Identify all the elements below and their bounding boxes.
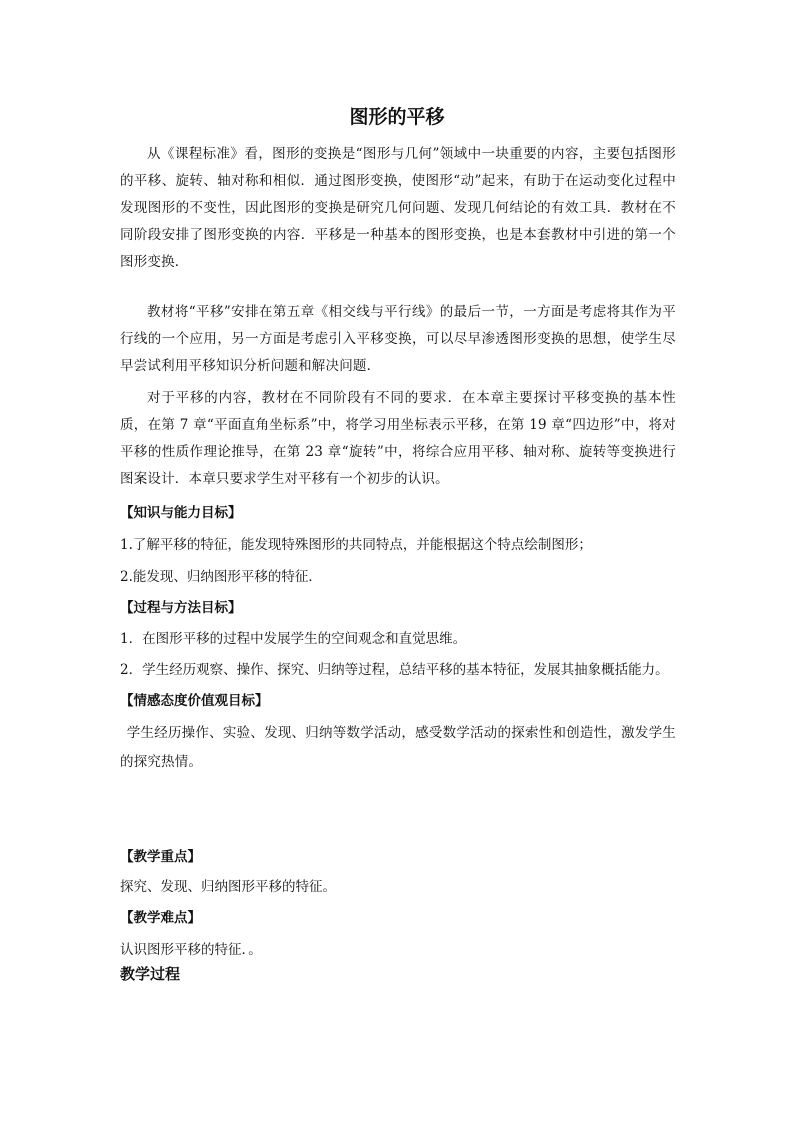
emotion-goal-text: 学生经历操作、实验、发现、归纳等数学活动，感受数学活动的探索性和创造性，激发学生的探究热情。	[120, 725, 676, 770]
knowledge-goals-heading: 【知识与能力目标】	[120, 505, 242, 521]
teaching-process-heading: 教学过程	[120, 965, 181, 983]
intro-paragraph-requirements: 对于平移的内容，教材在不同阶段有不同的要求．在本章主要探讨平移变换的基本性质，在第 7 章“平面直角坐标系”中，将学习用坐标表示平移，在第 19 章“四边形”中，将对平移的性质作理论推导，在第 23 章“旋转”中，将综合应用平移、轴对称、旋转等变换进行图案设计．本章只要求学生对平移有一个初步的认识。	[120, 390, 676, 487]
knowledge-goal-1: 1.了解平移的特征，能发现特殊图形的共同特点，并能根据这个特点绘制图形；	[120, 537, 592, 553]
emotion-goals-heading: 【情感态度价值观目标】	[120, 693, 269, 709]
difficulty-text: 认识图形平移的特征．。	[120, 942, 262, 958]
difficulty-heading: 【教学难点】	[120, 910, 201, 926]
intro-paragraph-standards: 从《课程标准》看，图形的变换是“图形与几何”领域中一块重要的内容，主要包括图形的平移、旋转、轴对称和相似．通过图形变换，使图形“动”起来，有助于在运动变化过程中发现图形的不变性，因此图形的变换是研究几何问题、发现几何结论的有效工具．教材在不同阶段安排了图形变换的内容．平移是一种基本的图形变换，也是本套教材中引进的第一个图形变换．	[120, 146, 676, 270]
process-goals-heading: 【过程与方法目标】	[120, 600, 242, 616]
document-title: 图形的平移	[349, 106, 445, 128]
process-goal-2: 2．学生经历观察、操作、探究、归纳等过程，总结平移的基本特征，发展其抽象概括能力。	[120, 662, 669, 678]
intro-paragraph-placement: 教材将“平移”安排在第五章《相交线与平行线》的最后一节，一方面是考虑将其作为平行线的一个应用，另一方面是考虑引入平移变换，可以尽早渗透图形变换的思想，使学生尽早尝试利用平移知识分析问题和解决问题．	[120, 304, 676, 374]
process-goal-1: 1．在图形平移的过程中发展学生的空间观念和直觉思维。	[120, 631, 467, 647]
key-points-heading: 【教学重点】	[120, 849, 201, 865]
key-points-text: 探究、发现、归纳图形平移的特征。	[120, 879, 336, 895]
knowledge-goal-2: 2.能发现、归纳图形平移的特征．	[120, 569, 322, 585]
